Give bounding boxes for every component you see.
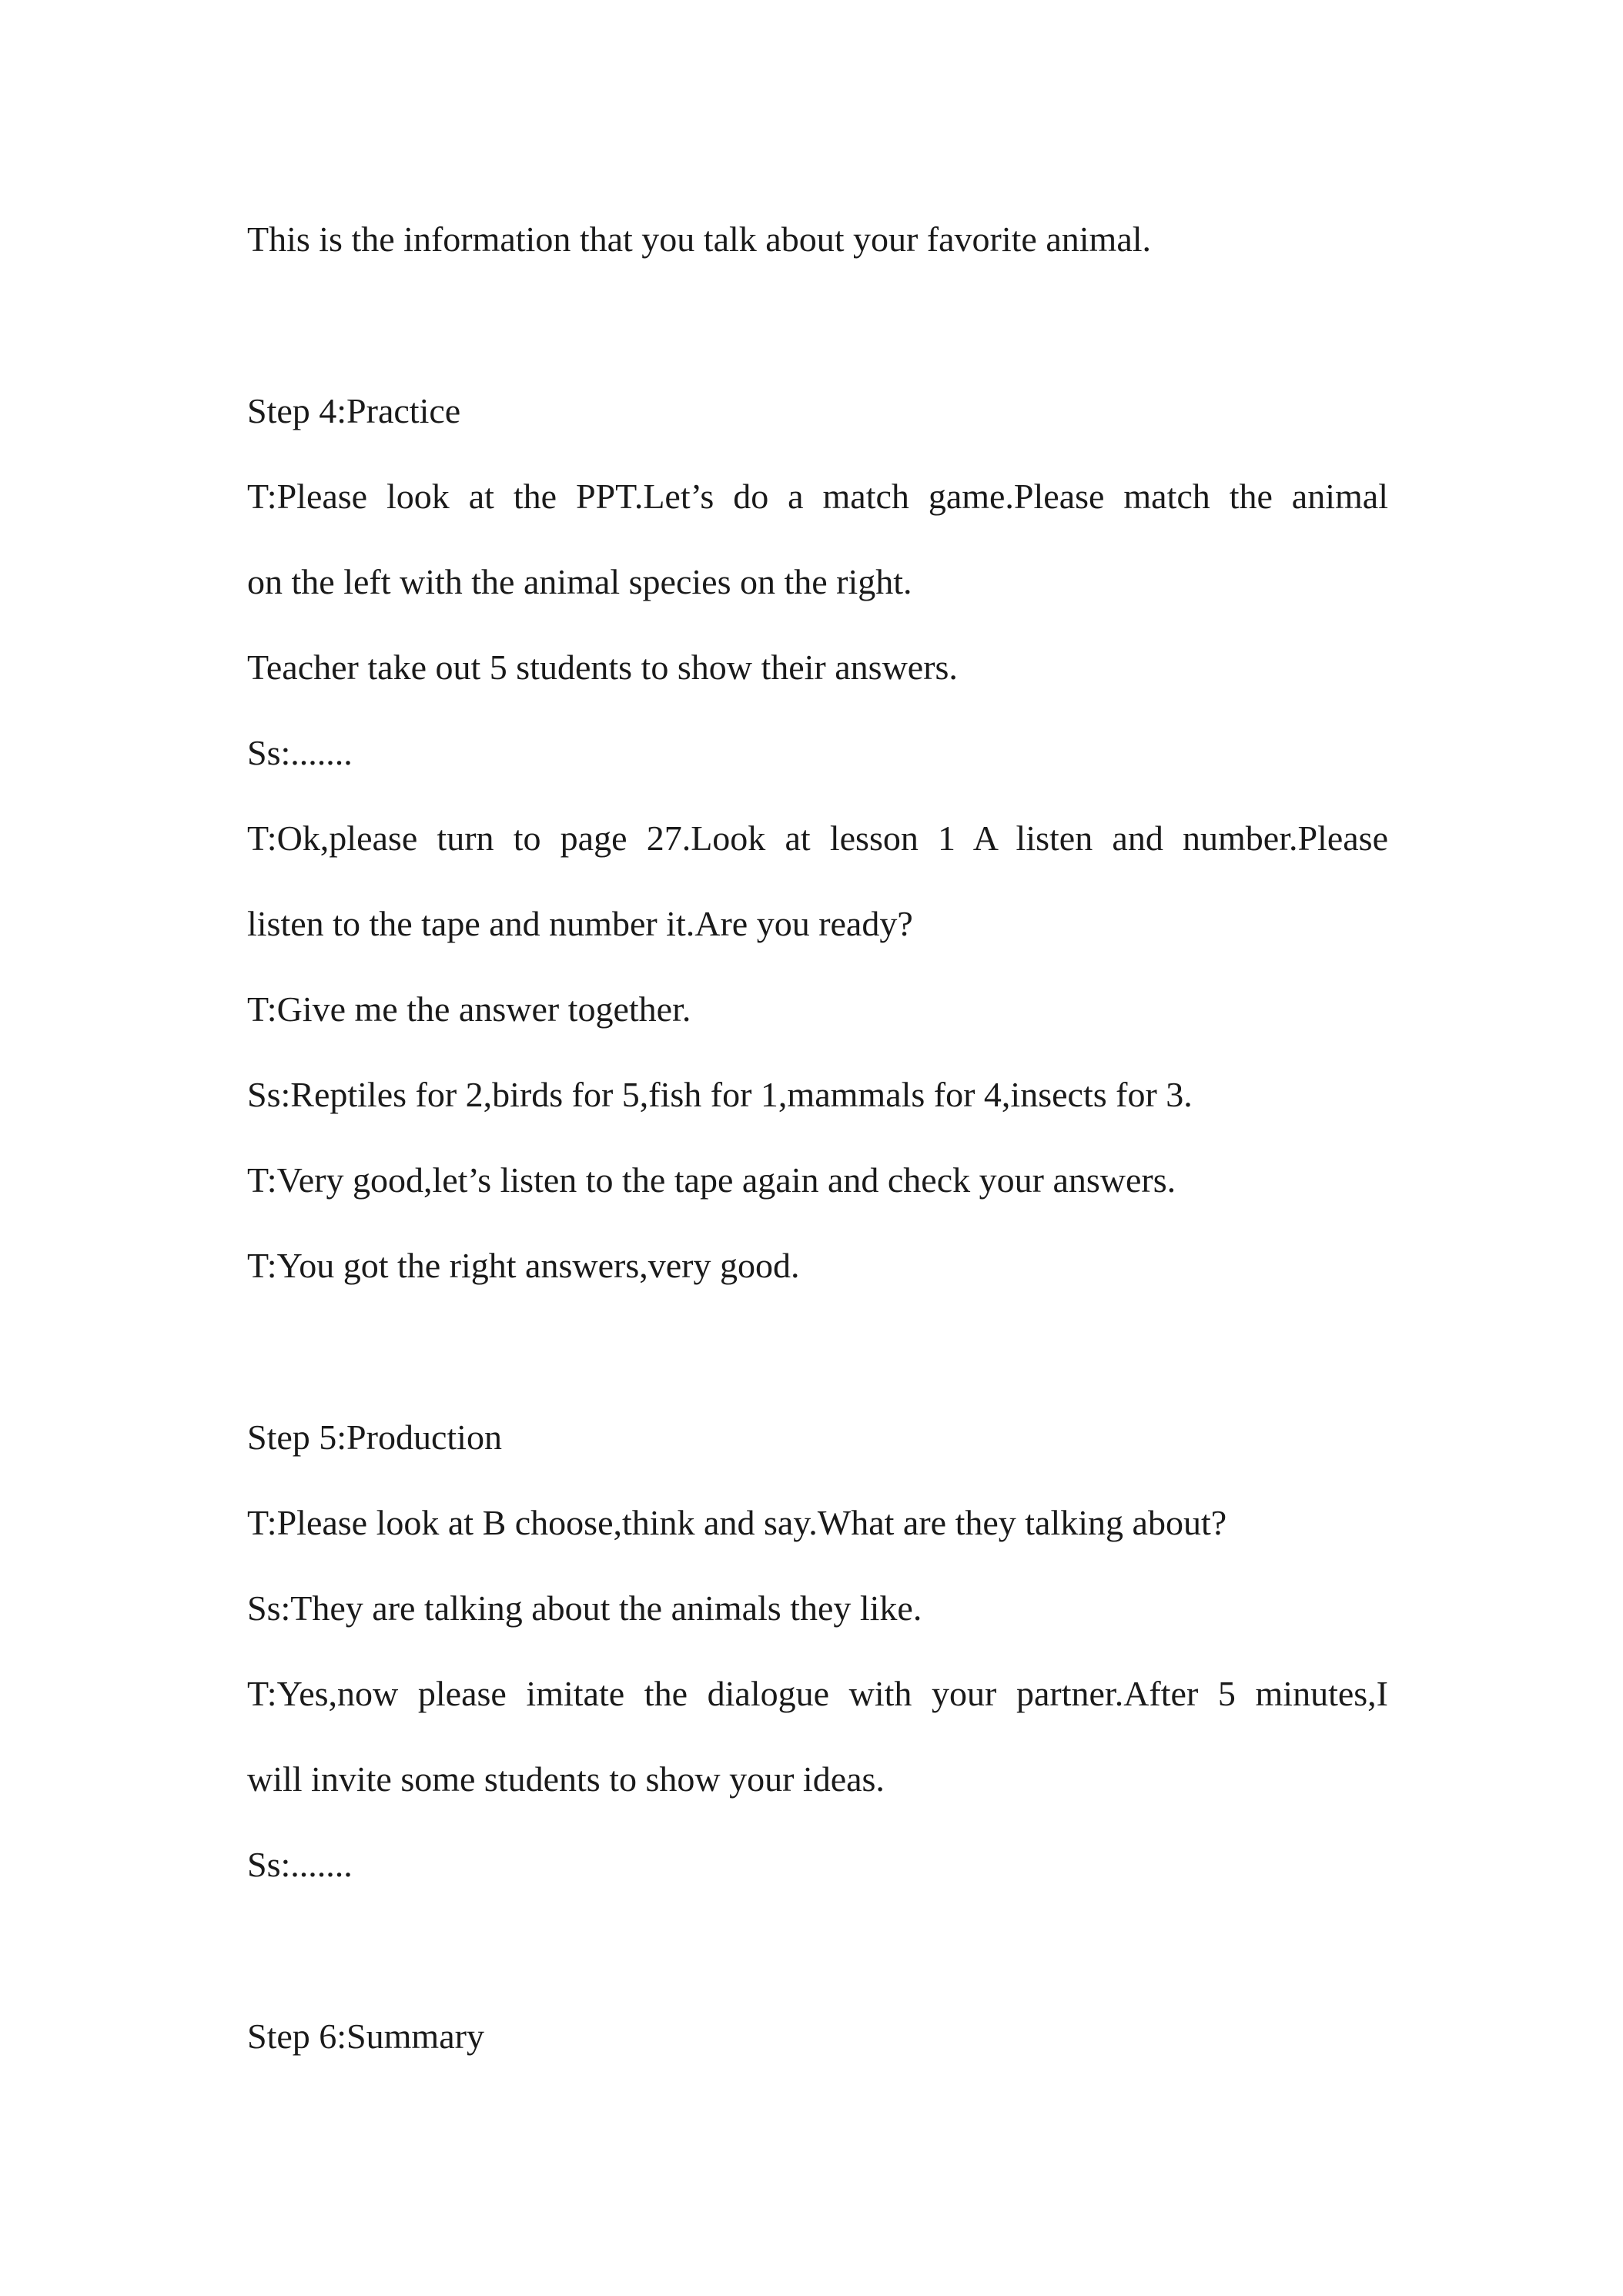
- step4-line: Ss:Reptiles for 2,birds for 5,fish for 1,mammals for 4,insects for 3.: [247, 1075, 1193, 1114]
- step5-heading: Step 5:Production: [247, 1417, 502, 1457]
- step5-line: T:Please look at B choose,think and say.What are they talking about?: [247, 1503, 1227, 1542]
- step4-line: on the left with the animal species on the right.: [247, 562, 912, 601]
- intro-paragraph: This is the information that you talk about your favorite animal.: [247, 219, 1152, 259]
- step5-line: will invite some students to show your ideas.: [247, 1759, 885, 1799]
- step4-line: T:Ok,please turn to page 27.Look at lesson 1 A listen and number.Please: [247, 818, 1388, 858]
- step5-line: Ss:.......: [247, 1845, 353, 1884]
- step4-line: T:Very good,let’s listen to the tape again and check your answers.: [247, 1160, 1176, 1200]
- step5-line: T:Yes,now please imitate the dialogue with your partner.After 5 minutes,I: [247, 1674, 1388, 1713]
- step4-line: T:You got the right answers,very good.: [247, 1246, 800, 1285]
- step4-line: listen to the tape and number it.Are you ready?: [247, 904, 913, 943]
- step5-line: Ss:They are talking about the animals they like.: [247, 1588, 922, 1628]
- step6-heading: Step 6:Summary: [247, 2017, 484, 2056]
- step4-line: T:Please look at the PPT.Let’s do a match game.Please match the animal: [247, 477, 1388, 516]
- step4-line: Teacher take out 5 students to show their answers.: [247, 648, 958, 687]
- step4-line: Ss:.......: [247, 733, 353, 772]
- step4-heading: Step 4:Practice: [247, 391, 461, 430]
- step4-line: T:Give me the answer together.: [247, 989, 691, 1029]
